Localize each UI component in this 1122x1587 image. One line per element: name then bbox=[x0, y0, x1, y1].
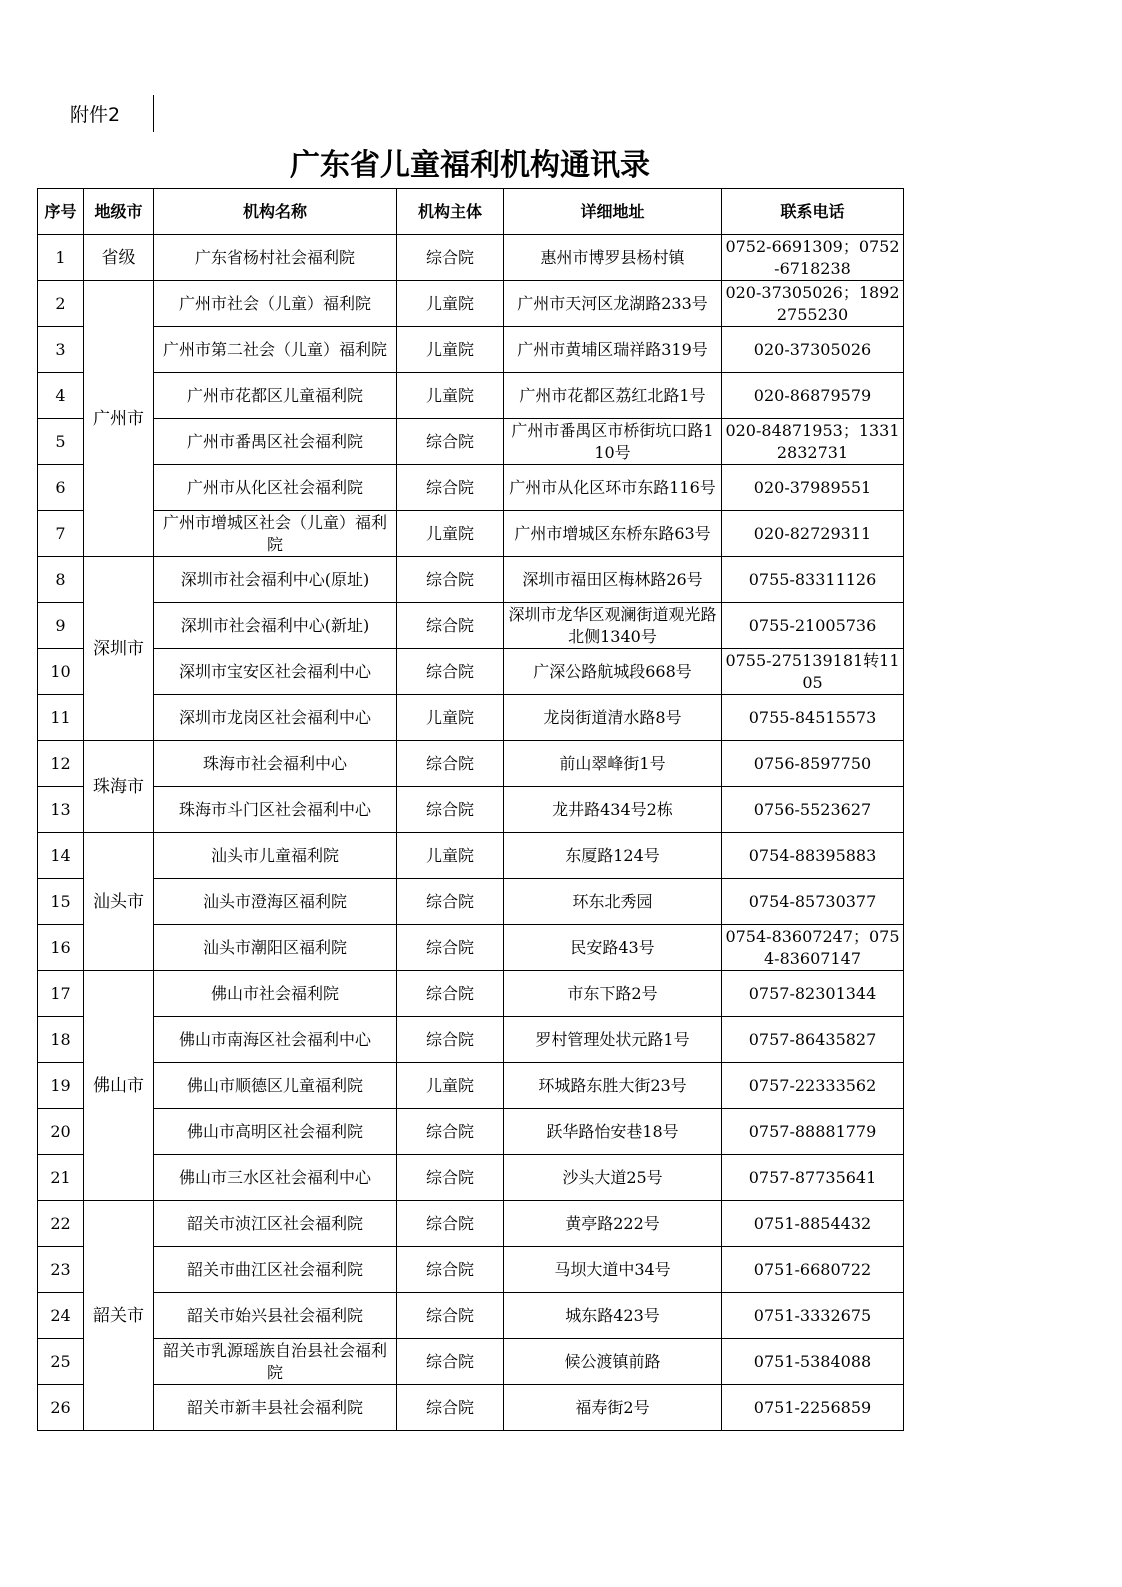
address: 东厦路124号 bbox=[504, 833, 722, 879]
row-number: 9 bbox=[38, 603, 84, 649]
address: 马坝大道中34号 bbox=[504, 1247, 722, 1293]
address: 广州市从化区环市东路116号 bbox=[504, 465, 722, 511]
address: 深圳市福田区梅林路26号 bbox=[504, 557, 722, 603]
table-row bbox=[38, 373, 904, 419]
table-row bbox=[38, 1063, 904, 1109]
row-number: 8 bbox=[38, 557, 84, 603]
institution-name: 佛山市社会福利院 bbox=[154, 971, 397, 1017]
institution-type: 综合院 bbox=[397, 1155, 504, 1201]
table-row bbox=[38, 695, 904, 741]
row-number: 20 bbox=[38, 1109, 84, 1155]
row-number: 16 bbox=[38, 925, 84, 971]
row-number: 12 bbox=[38, 741, 84, 787]
phone: 0754-88395883 bbox=[722, 833, 904, 879]
city-cell: 珠海市 bbox=[84, 741, 154, 833]
phone: 020-82729311 bbox=[722, 511, 904, 557]
city-cell: 广州市 bbox=[84, 281, 154, 557]
table-row bbox=[38, 649, 904, 695]
row-number: 21 bbox=[38, 1155, 84, 1201]
institution-name: 广东省杨村社会福利院 bbox=[154, 235, 397, 281]
institution-name: 韶关市曲江区社会福利院 bbox=[154, 1247, 397, 1293]
address: 广州市花都区荔红北路1号 bbox=[504, 373, 722, 419]
phone: 0755-83311126 bbox=[722, 557, 904, 603]
row-number: 3 bbox=[38, 327, 84, 373]
header-name: 机构名称 bbox=[154, 189, 397, 235]
institution-type: 综合院 bbox=[397, 1385, 504, 1431]
institution-name: 深圳市龙岗区社会福利中心 bbox=[154, 695, 397, 741]
address: 龙岗街道清水路8号 bbox=[504, 695, 722, 741]
institution-name: 汕头市潮阳区福利院 bbox=[154, 925, 397, 971]
institution-type: 综合院 bbox=[397, 1201, 504, 1247]
institution-type: 综合院 bbox=[397, 1247, 504, 1293]
institution-name: 广州市花都区儿童福利院 bbox=[154, 373, 397, 419]
row-number: 26 bbox=[38, 1385, 84, 1431]
address: 前山翠峰街1号 bbox=[504, 741, 722, 787]
phone: 020-84871953；13312832731 bbox=[722, 419, 904, 465]
row-number: 10 bbox=[38, 649, 84, 695]
row-number: 2 bbox=[38, 281, 84, 327]
phone: 0756-5523627 bbox=[722, 787, 904, 833]
city-cell: 省级 bbox=[84, 235, 154, 281]
institution-name: 韶关市始兴县社会福利院 bbox=[154, 1293, 397, 1339]
institution-type: 儿童院 bbox=[397, 695, 504, 741]
row-number: 23 bbox=[38, 1247, 84, 1293]
institution-name: 佛山市高明区社会福利院 bbox=[154, 1109, 397, 1155]
institution-type: 儿童院 bbox=[397, 511, 504, 557]
table-row bbox=[38, 1247, 904, 1293]
phone: 0756-8597750 bbox=[722, 741, 904, 787]
address: 广州市增城区东桥东路63号 bbox=[504, 511, 722, 557]
institution-type: 综合院 bbox=[397, 879, 504, 925]
phone: 0757-82301344 bbox=[722, 971, 904, 1017]
institution-type: 儿童院 bbox=[397, 281, 504, 327]
phone: 0755-21005736 bbox=[722, 603, 904, 649]
address: 广州市番禺区市桥街坑口路110号 bbox=[504, 419, 722, 465]
institution-name: 珠海市社会福利中心 bbox=[154, 741, 397, 787]
directory-table bbox=[37, 188, 904, 1431]
institution-name: 广州市第二社会（儿童）福利院 bbox=[154, 327, 397, 373]
table-row bbox=[38, 879, 904, 925]
attachment-divider bbox=[153, 95, 154, 132]
table-row bbox=[38, 787, 904, 833]
institution-type: 综合院 bbox=[397, 1017, 504, 1063]
row-number: 13 bbox=[38, 787, 84, 833]
address: 候公渡镇前路 bbox=[504, 1339, 722, 1385]
institution-name: 韶关市乳源瑶族自治县社会福利院 bbox=[154, 1339, 397, 1385]
header-no: 序号 bbox=[38, 189, 84, 235]
institution-name: 佛山市三水区社会福利中心 bbox=[154, 1155, 397, 1201]
institution-type: 综合院 bbox=[397, 557, 504, 603]
address: 环城路东胜大街23号 bbox=[504, 1063, 722, 1109]
institution-type: 儿童院 bbox=[397, 373, 504, 419]
phone: 0751-8854432 bbox=[722, 1201, 904, 1247]
row-number: 4 bbox=[38, 373, 84, 419]
table-row bbox=[38, 833, 904, 879]
table-row bbox=[38, 557, 904, 603]
institution-name: 韶关市浈江区社会福利院 bbox=[154, 1201, 397, 1247]
institution-type: 儿童院 bbox=[397, 1063, 504, 1109]
phone: 020-37989551 bbox=[722, 465, 904, 511]
institution-name: 韶关市新丰县社会福利院 bbox=[154, 1385, 397, 1431]
table-row bbox=[38, 511, 904, 557]
page-title: 广东省儿童福利机构通讯录 bbox=[290, 148, 650, 183]
table-row bbox=[38, 741, 904, 787]
phone: 0757-87735641 bbox=[722, 1155, 904, 1201]
table-row bbox=[38, 1385, 904, 1431]
phone: 0757-22333562 bbox=[722, 1063, 904, 1109]
table-row bbox=[38, 1017, 904, 1063]
institution-name: 广州市从化区社会福利院 bbox=[154, 465, 397, 511]
city-cell: 深圳市 bbox=[84, 557, 154, 741]
address: 环东北秀园 bbox=[504, 879, 722, 925]
phone: 0751-5384088 bbox=[722, 1339, 904, 1385]
address: 罗村管理处状元路1号 bbox=[504, 1017, 722, 1063]
table-row bbox=[38, 235, 904, 281]
address: 城东路423号 bbox=[504, 1293, 722, 1339]
header-address: 详细地址 bbox=[504, 189, 722, 235]
table-row bbox=[38, 1339, 904, 1385]
table-row bbox=[38, 465, 904, 511]
institution-name: 深圳市社会福利中心(原址) bbox=[154, 557, 397, 603]
header-type: 机构主体 bbox=[397, 189, 504, 235]
address: 广深公路航城段668号 bbox=[504, 649, 722, 695]
table-row bbox=[38, 1109, 904, 1155]
institution-name: 汕头市儿童福利院 bbox=[154, 833, 397, 879]
institution-name: 佛山市顺德区儿童福利院 bbox=[154, 1063, 397, 1109]
institution-name: 佛山市南海区社会福利中心 bbox=[154, 1017, 397, 1063]
address: 广州市黄埔区瑞祥路319号 bbox=[504, 327, 722, 373]
table-row bbox=[38, 925, 904, 971]
phone: 0751-3332675 bbox=[722, 1293, 904, 1339]
attachment-label: 附件2 bbox=[70, 104, 121, 126]
institution-name: 广州市社会（儿童）福利院 bbox=[154, 281, 397, 327]
table-header-row bbox=[38, 189, 904, 235]
table-row bbox=[38, 327, 904, 373]
institution-type: 综合院 bbox=[397, 649, 504, 695]
phone: 0757-88881779 bbox=[722, 1109, 904, 1155]
institution-name: 深圳市宝安区社会福利中心 bbox=[154, 649, 397, 695]
table-row bbox=[38, 1155, 904, 1201]
institution-type: 综合院 bbox=[397, 1339, 504, 1385]
table-row bbox=[38, 419, 904, 465]
phone: 0754-85730377 bbox=[722, 879, 904, 925]
phone: 0754-83607247；0754-83607147 bbox=[722, 925, 904, 971]
city-cell: 佛山市 bbox=[84, 971, 154, 1201]
address: 民安路43号 bbox=[504, 925, 722, 971]
row-number: 1 bbox=[38, 235, 84, 281]
institution-type: 儿童院 bbox=[397, 833, 504, 879]
phone: 0751-2256859 bbox=[722, 1385, 904, 1431]
table-row bbox=[38, 603, 904, 649]
institution-name: 汕头市澄海区福利院 bbox=[154, 879, 397, 925]
row-number: 18 bbox=[38, 1017, 84, 1063]
table-row bbox=[38, 1293, 904, 1339]
institution-name: 深圳市社会福利中心(新址) bbox=[154, 603, 397, 649]
institution-name: 广州市番禺区社会福利院 bbox=[154, 419, 397, 465]
phone: 0757-86435827 bbox=[722, 1017, 904, 1063]
address: 深圳市龙华区观澜街道观光路北侧1340号 bbox=[504, 603, 722, 649]
city-cell: 汕头市 bbox=[84, 833, 154, 971]
address: 福寿街2号 bbox=[504, 1385, 722, 1431]
phone: 020-86879579 bbox=[722, 373, 904, 419]
phone: 0755-84515573 bbox=[722, 695, 904, 741]
address: 龙井路434号2栋 bbox=[504, 787, 722, 833]
row-number: 25 bbox=[38, 1339, 84, 1385]
institution-type: 综合院 bbox=[397, 741, 504, 787]
row-number: 5 bbox=[38, 419, 84, 465]
row-number: 19 bbox=[38, 1063, 84, 1109]
institution-type: 综合院 bbox=[397, 1293, 504, 1339]
address: 惠州市博罗县杨村镇 bbox=[504, 235, 722, 281]
institution-type: 综合院 bbox=[397, 1109, 504, 1155]
address: 沙头大道25号 bbox=[504, 1155, 722, 1201]
phone: 0751-6680722 bbox=[722, 1247, 904, 1293]
row-number: 17 bbox=[38, 971, 84, 1017]
table-row bbox=[38, 1201, 904, 1247]
institution-type: 综合院 bbox=[397, 235, 504, 281]
phone: 0755-275139181转1105 bbox=[722, 649, 904, 695]
header-city: 地级市 bbox=[84, 189, 154, 235]
institution-type: 综合院 bbox=[397, 603, 504, 649]
phone: 0752-6691309；0752-6718238 bbox=[722, 235, 904, 281]
institution-type: 综合院 bbox=[397, 465, 504, 511]
row-number: 11 bbox=[38, 695, 84, 741]
address: 跃华路怡安巷18号 bbox=[504, 1109, 722, 1155]
phone: 020-37305026；18922755230 bbox=[722, 281, 904, 327]
institution-type: 综合院 bbox=[397, 971, 504, 1017]
header-phone: 联系电话 bbox=[722, 189, 904, 235]
address: 市东下路2号 bbox=[504, 971, 722, 1017]
address: 黄亭路222号 bbox=[504, 1201, 722, 1247]
row-number: 14 bbox=[38, 833, 84, 879]
institution-type: 综合院 bbox=[397, 925, 504, 971]
institution-type: 综合院 bbox=[397, 419, 504, 465]
institution-name: 广州市增城区社会（儿童）福利院 bbox=[154, 511, 397, 557]
institution-type: 综合院 bbox=[397, 787, 504, 833]
row-number: 7 bbox=[38, 511, 84, 557]
row-number: 6 bbox=[38, 465, 84, 511]
institution-name: 珠海市斗门区社会福利中心 bbox=[154, 787, 397, 833]
table-row bbox=[38, 281, 904, 327]
table-body bbox=[38, 235, 904, 1431]
row-number: 15 bbox=[38, 879, 84, 925]
phone: 020-37305026 bbox=[722, 327, 904, 373]
address: 广州市天河区龙湖路233号 bbox=[504, 281, 722, 327]
row-number: 22 bbox=[38, 1201, 84, 1247]
row-number: 24 bbox=[38, 1293, 84, 1339]
table-row bbox=[38, 971, 904, 1017]
institution-type: 儿童院 bbox=[397, 327, 504, 373]
city-cell: 韶关市 bbox=[84, 1201, 154, 1431]
